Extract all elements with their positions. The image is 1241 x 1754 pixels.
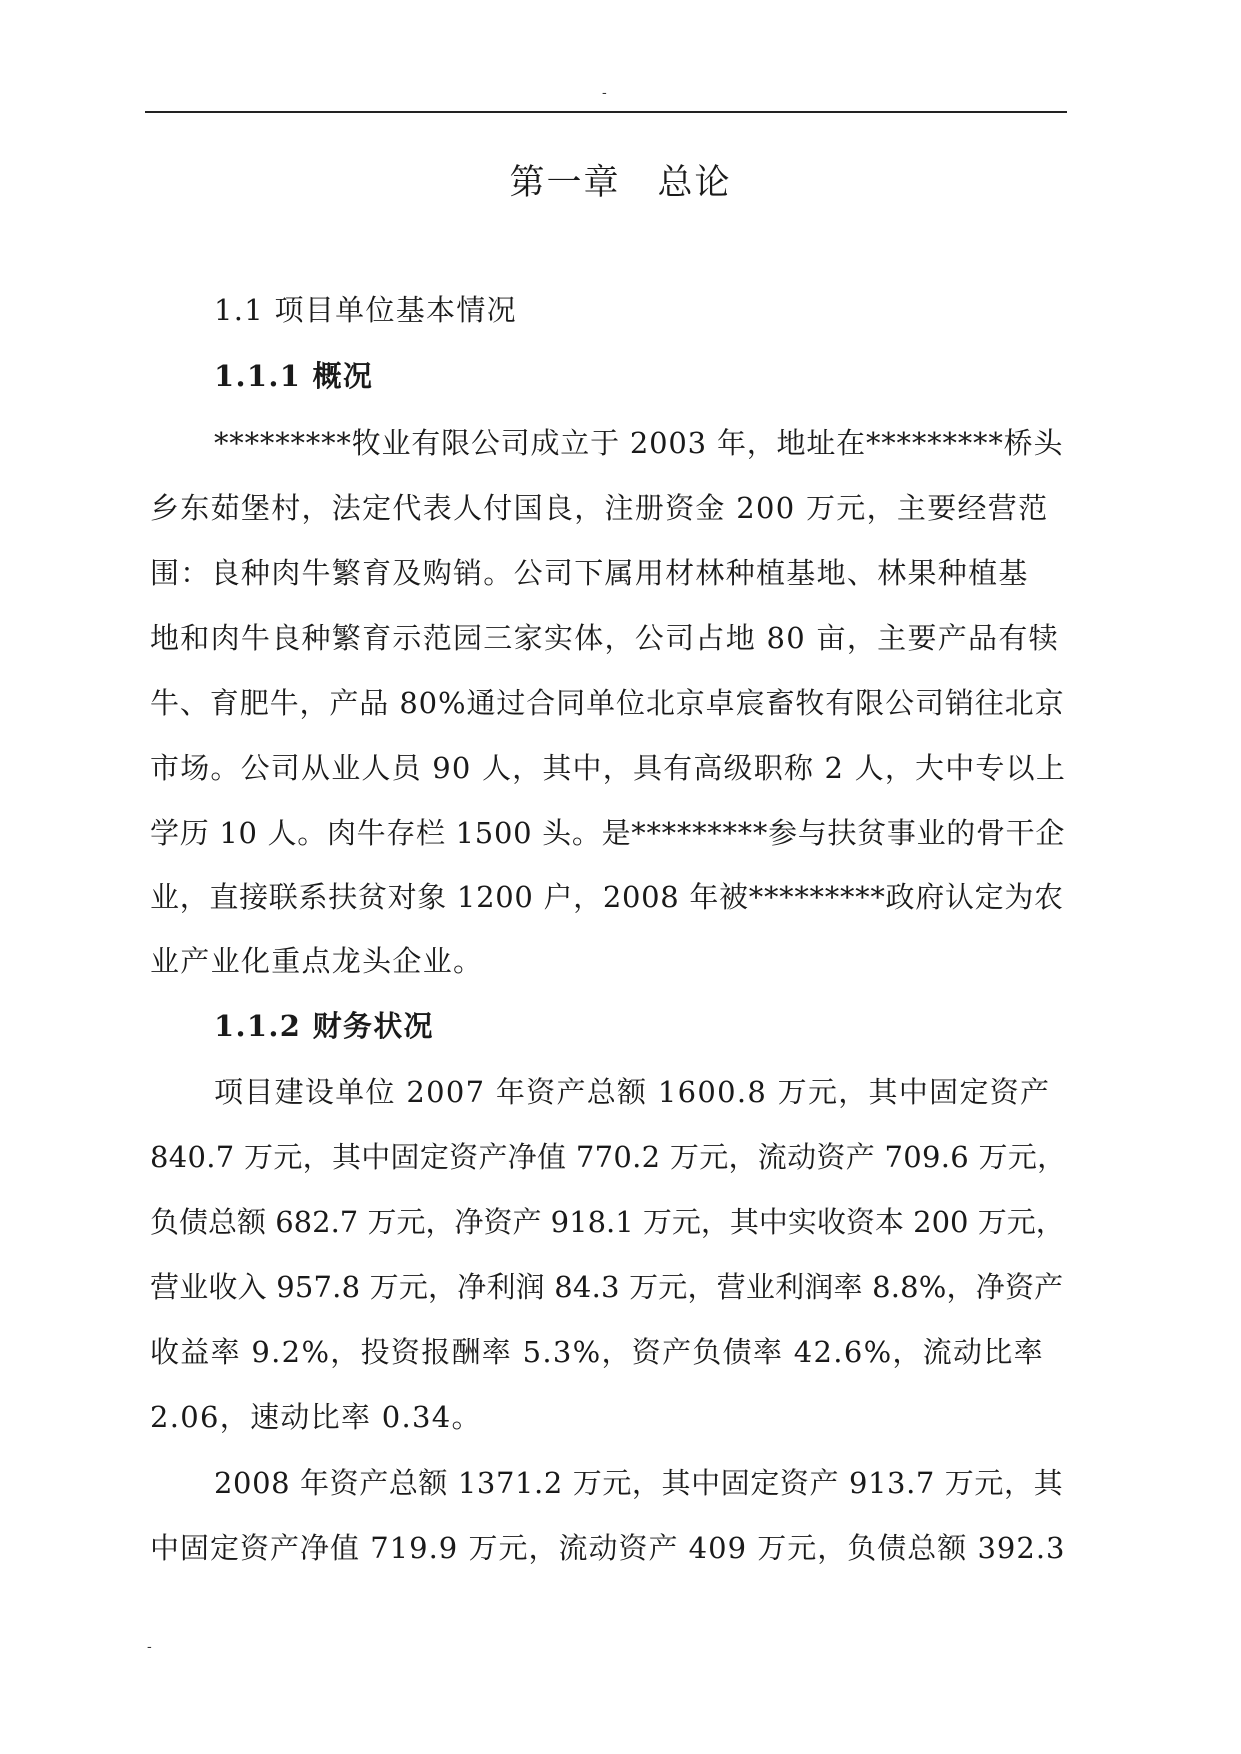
finance-2008-line: 2008 年资产总额 1371.2 万元，其中固定资产 913.7 万元，其: [214, 1466, 1064, 1500]
overview-line: 学历 10 人。肉牛存栏 1500 头。是*********参与扶贫事业的骨干企: [150, 816, 1066, 850]
overview-line: *********牧业有限公司成立于 2003 年，地址在*********桥头: [214, 426, 1064, 460]
finance-2007-line: 项目建设单位 2007 年资产总额 1600.8 万元，其中固定资产: [214, 1075, 1051, 1109]
subsection-heading-1-1-1: 1.1.1 概况: [214, 359, 374, 393]
overview-line: 乡东茹堡村，法定代表人付国良，注册资金 200 万元，主要经营范: [150, 491, 1049, 525]
finance-2007-line: 营业收入 957.8 万元，净利润 84.3 万元，营业利润率 8.8%，净资产: [150, 1270, 1064, 1304]
chapter-title: 第一章 总论: [509, 163, 732, 203]
finance-2007-line: 收益率 9.2%，投资报酬率 5.3%，资产负债率 42.6%，流动比率: [150, 1335, 1044, 1369]
footer-mark: -: [147, 1639, 152, 1655]
overview-line: 市场。公司从业人员 90 人，其中，具有高级职称 2 人，大中专以上: [150, 751, 1067, 785]
finance-2007-line: 负债总额 682.7 万元，净资产 918.1 万元，其中实收资本 200 万元，: [150, 1205, 1065, 1239]
overview-line: 围：良种肉牛繁育及购销。公司下属用材林种植基地、林果种植基: [150, 556, 1029, 590]
finance-2007-line: 2.06，速动比率 0.34。: [150, 1400, 482, 1434]
section-heading-1-1: 1.1 项目单位基本情况: [214, 293, 517, 327]
finance-2007-line: 840.7 万元，其中固定资产净值 770.2 万元，流动资产 709.6 万元，: [150, 1140, 1067, 1174]
finance-2008-line: 中固定资产净值 719.9 万元，流动资产 409 万元，负债总额 392.3: [150, 1531, 1066, 1565]
overview-line: 业产业化重点龙头企业。: [150, 944, 484, 978]
header-rule: [145, 111, 1067, 113]
subsection-heading-1-1-2: 1.1.2 财务状况: [214, 1009, 434, 1043]
overview-line: 地和肉牛良种繁育示范园三家实体，公司占地 80 亩，主要产品有犊: [150, 621, 1059, 655]
overview-line: 牛、育肥牛，产品 80%通过合同单位北京卓宸畜牧有限公司销往北京: [150, 686, 1065, 720]
overview-line: 业，直接联系扶贫对象 1200 户，2008 年被*********政府认定为农: [150, 880, 1064, 914]
header-mark: -: [602, 85, 607, 101]
